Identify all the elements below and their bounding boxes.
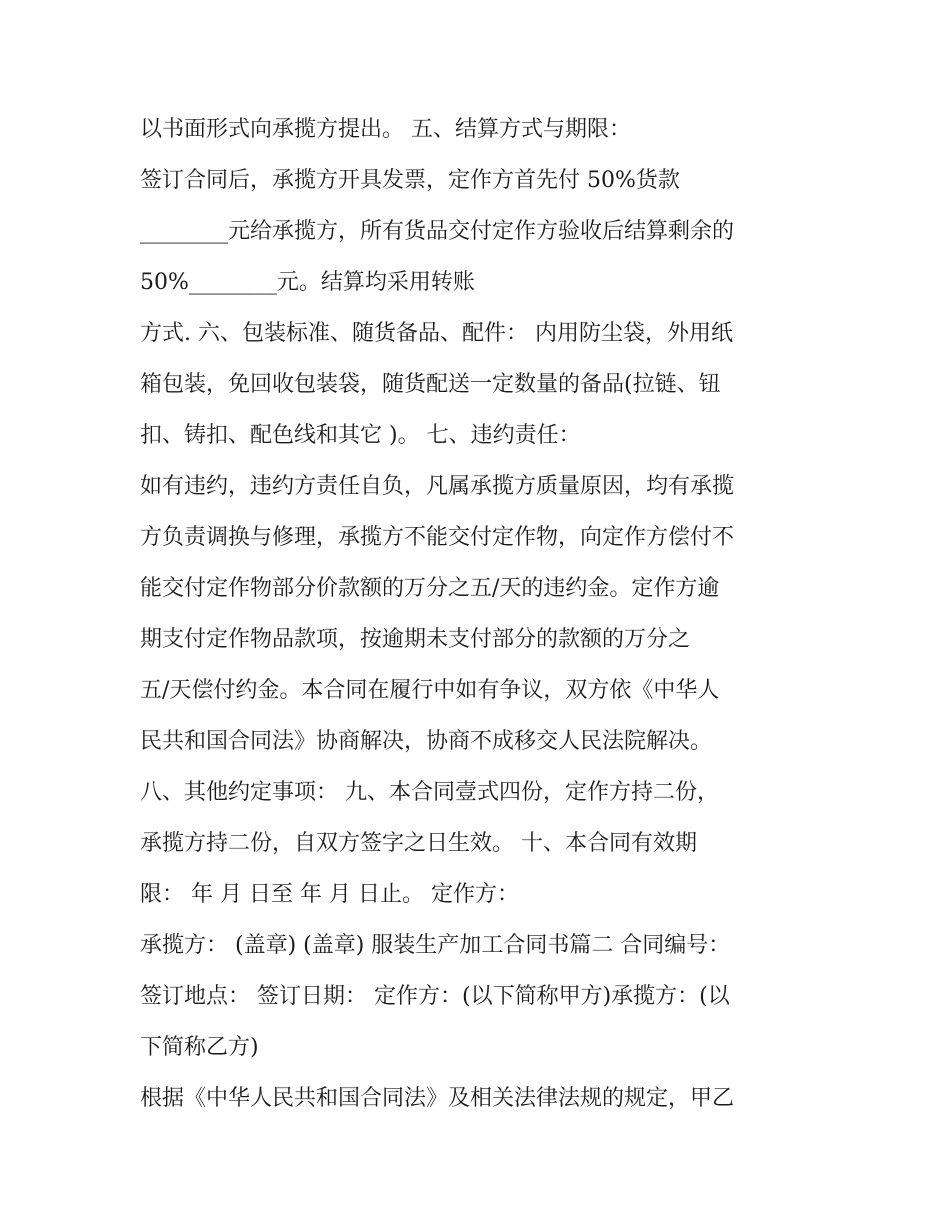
text-line: 五/天偿付约金。本合同在履行中如有争议，双方依《中华人 [140, 678, 720, 703]
text-line: 方式. 六、包装标准、随货备品、配件： 内用防尘袋，外用纸 [140, 321, 733, 346]
text-line: 承揽方： (盖章) (盖章) 服装生产加工合同书篇二 合同编号： [140, 933, 731, 958]
text-line: 期支付定作物品款项，按逾期未支付部分的款额的万分之 [140, 627, 691, 652]
text-line: 签订地点： 签订日期： 定作方：(以下简称甲方)承揽方：(以 [140, 984, 730, 1009]
text-line: 根据《中华人民共和国合同法》及相关法律法规的规定，甲乙 [140, 1086, 735, 1111]
text-line: ________元给承揽方，所有货品交付定作方验收后结算剩余的 [140, 219, 735, 244]
text-line: 能交付定作物部分价款额的万分之五/天的违约金。定作方逾 [140, 576, 720, 601]
text-line: 民共和国合同法》协商解决，协商不成移交人民法院解决。 [140, 729, 713, 754]
text-line: 方负责调换与修理，承揽方不能交付定作物，向定作方偿付不 [140, 525, 735, 550]
document-body [140, 104, 830, 1124]
text-line: 限： 年 月 日至 年 月 日止。 定作方： [140, 882, 519, 907]
text-line: 签订合同后，承揽方开具发票，定作方首先付 50%货款 [140, 168, 680, 193]
text-line: 以书面形式向承揽方提出。 五、结算方式与期限： [140, 117, 631, 142]
text-line: 箱包装，免回收包装袋，随货配送一定数量的备品(拉链、钮 [140, 372, 721, 397]
text-line: 八、其他约定事项： 九、本合同壹式四份，定作方持二份， [140, 780, 719, 805]
text-line: 50%________元。结算均采用转账 [140, 270, 475, 295]
text-line: 如有违约，违约方责任自负，凡属承揽方质量原因，均有承揽 [140, 474, 735, 499]
text-line: 承揽方持二份，自双方签字之日生效。 十、本合同有效期 [140, 831, 697, 856]
text-line: 下简称乙方) [140, 1035, 259, 1060]
text-line: 扣、铸扣、配色线和其它 )。 七、违约责任： [140, 423, 581, 448]
